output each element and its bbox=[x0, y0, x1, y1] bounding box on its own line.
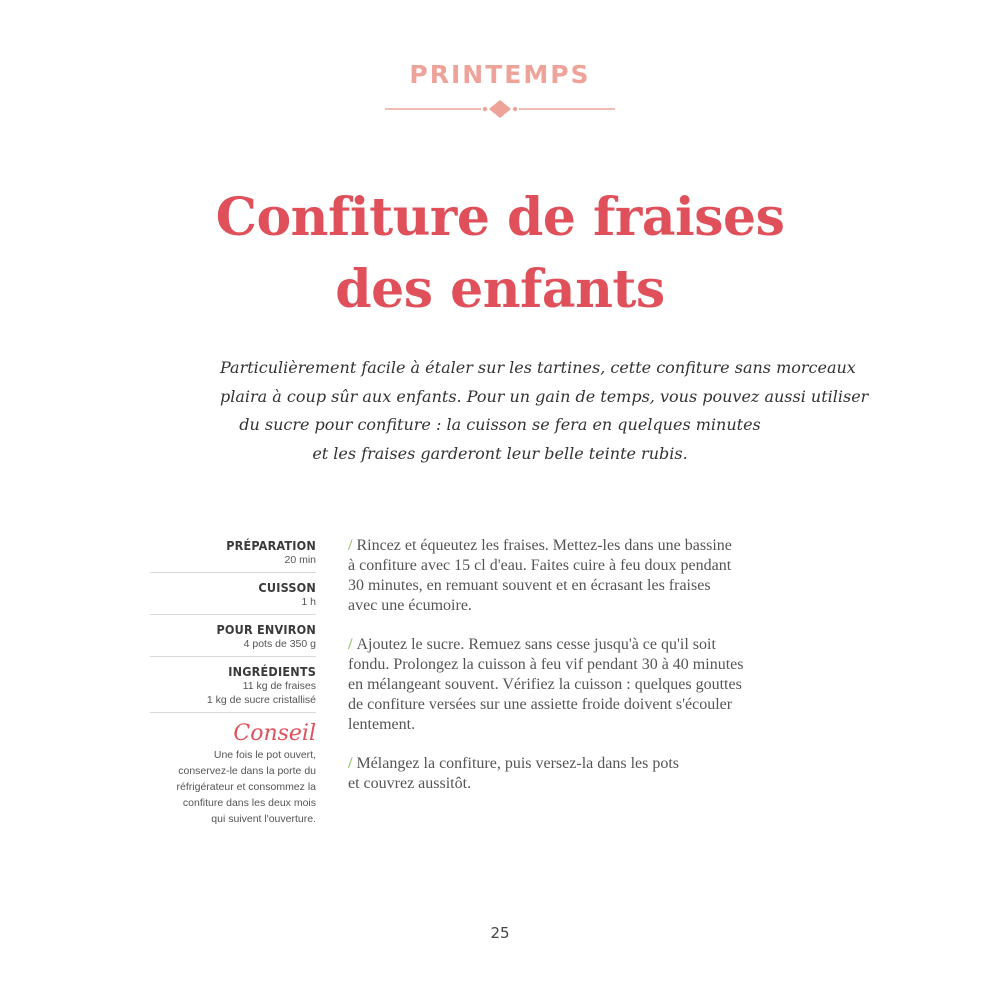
tip-line: conservez-le dans la porte du bbox=[178, 765, 316, 777]
intro-line: Particulièrement facile à étaler sur les tartines, cette confiture sans morceaux bbox=[220, 358, 856, 377]
tip-title: Conseil bbox=[233, 721, 316, 746]
preparation-value: 20 min bbox=[284, 554, 316, 566]
ornament-divider bbox=[385, 98, 615, 120]
recipe-sidebar bbox=[150, 536, 316, 827]
tip-line: qui suivent l'ouverture. bbox=[211, 813, 316, 825]
preparation-block bbox=[150, 536, 316, 573]
step-marker-icon: / bbox=[348, 537, 353, 554]
cuisson-block bbox=[150, 578, 316, 615]
tip-text bbox=[150, 747, 316, 827]
cuisson-label: CUISSON bbox=[258, 580, 316, 595]
step-line: Rincez et équeutez les fraises. Mettez-les dans une bassine bbox=[356, 537, 732, 554]
step-3 bbox=[348, 754, 768, 794]
step-line: et couvrez aussitôt. bbox=[348, 775, 472, 792]
ingredients-block bbox=[150, 662, 316, 713]
step-line: en mélangeant souvent. Vérifiez la cuisson : quelques gouttes bbox=[348, 676, 742, 693]
step-line: de confiture versées sur une assiette froide doivent s'écouler bbox=[348, 696, 733, 713]
intro-line: plaira à coup sûr aux enfants. Pour un gain de temps, vous pouvez aussi utiliser bbox=[220, 386, 869, 406]
step-1 bbox=[348, 536, 768, 616]
intro-line: et les fraises garderont leur belle teinte rubis. bbox=[312, 443, 688, 463]
recipe-steps bbox=[348, 536, 768, 813]
step-line: 30 minutes, en remuant souvent et en écrasant les fraises bbox=[348, 577, 711, 594]
step-marker-icon: / bbox=[348, 636, 353, 653]
step-2 bbox=[348, 635, 768, 735]
intro-line: du sucre pour confiture : la cuisson se fera en quelques minutes bbox=[239, 415, 761, 434]
season-heading: PRINTEMPS bbox=[409, 60, 591, 89]
intro-paragraph bbox=[220, 354, 869, 468]
preparation-label: PRÉPARATION bbox=[226, 538, 316, 553]
ingredient-item: 11 kg de fraises bbox=[242, 680, 316, 692]
step-line: avec une écumoire. bbox=[348, 597, 472, 614]
page-number: 25 bbox=[490, 924, 510, 942]
ingredient-item: 1 kg de sucre cristallisé bbox=[206, 694, 316, 706]
title-line-1: Confiture de fraises bbox=[215, 187, 785, 248]
title-line-2: des enfants bbox=[335, 259, 665, 320]
tip-line: réfrigérateur et consommez la bbox=[176, 781, 316, 793]
tip-line: Une fois le pot ouvert, bbox=[213, 749, 316, 761]
step-marker-icon: / bbox=[348, 755, 353, 772]
step-line: fondu. Prolongez la cuisson à feu vif pendant 30 à 40 minutes bbox=[348, 656, 744, 673]
recipe-title bbox=[0, 182, 1000, 326]
cuisson-value: 1 h bbox=[301, 596, 316, 608]
step-line: à confiture avec 15 cl d'eau. Faites cuire à feu doux pendant bbox=[348, 557, 732, 574]
step-line: Mélangez la confiture, puis versez-la dans les pots bbox=[356, 755, 680, 772]
yield-block bbox=[150, 620, 316, 657]
yield-label: POUR ENVIRON bbox=[216, 622, 316, 637]
step-line: lentement. bbox=[348, 716, 416, 733]
yield-value: 4 pots de 350 g bbox=[243, 638, 316, 650]
tip-line: confiture dans les deux mois bbox=[182, 797, 316, 809]
step-line: Ajoutez le sucre. Remuez sans cesse jusqu'à ce qu'il soit bbox=[356, 636, 716, 653]
ingredients-label: INGRÉDIENTS bbox=[228, 664, 316, 679]
